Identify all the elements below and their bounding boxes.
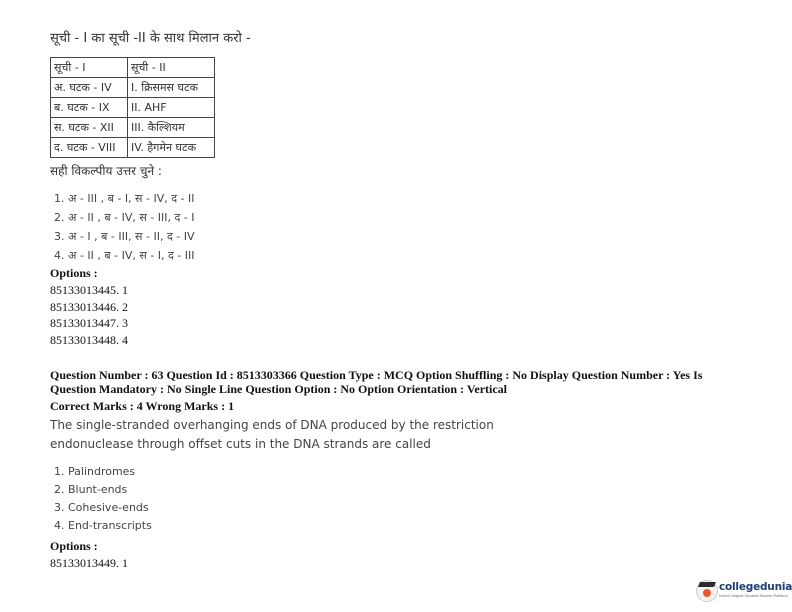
answer-option: 1. अ - III , ब - I, स - IV, द - II — [54, 192, 195, 205]
question-metadata: Question Number : 63 Question Id : 8513303366 Question Type : MCQ Option Shuffling : No Display Question Number : Yes Is Question Mandatory : No Single Line Question Option : No Option Orientation : Vertical — [50, 368, 703, 396]
question-instruction: सूची - I का सूची -II के साथ मिलान करो - — [50, 31, 251, 46]
option-code: 85133013448. 4 — [50, 332, 128, 347]
brand-tagline: India's largest Student Review Platform — [719, 594, 788, 598]
option-code: 85133013447. 3 — [50, 316, 128, 330]
table-cell: अ. घटक - IV — [51, 78, 128, 98]
answer-option: 4. अ - II , ब - IV, स - I, द - III — [54, 249, 195, 262]
marks-info: Correct Marks : 4 Wrong Marks : 1 — [50, 399, 235, 413]
options-label: Options : — [50, 266, 98, 280]
brand-name: collegedunia — [719, 581, 792, 593]
table-row — [51, 118, 215, 138]
table-cell: ब. घटक - IX — [51, 98, 128, 118]
question-text-line: endonuclease through offset cuts in the DNA strands are called — [50, 437, 431, 451]
table-cell: III. कैल्शियम — [128, 118, 215, 138]
question-text-line: The single-stranded overhanging ends of DNA produced by the restriction — [50, 418, 494, 432]
table-cell: सूची - I — [51, 58, 128, 78]
option-code: 85133013449. 1 — [50, 556, 128, 570]
table-cell: I. क्रिसमस घटक — [128, 78, 215, 98]
brand-logo[interactable] — [696, 578, 792, 604]
answer-option: 3. अ - I , ब - III, स - II, द - IV — [54, 230, 195, 243]
match-table — [50, 57, 215, 158]
option-code: 85133013446. 2 — [50, 299, 128, 314]
answer-option: 4. End-transcripts — [54, 519, 152, 532]
table-header-row — [51, 58, 215, 78]
question-text — [50, 416, 494, 454]
option-codes-list — [50, 282, 128, 348]
table-cell: सूची - II — [128, 58, 215, 78]
table-cell: II. AHF — [128, 98, 215, 118]
table-cell: स. घटक - XII — [51, 118, 128, 138]
option-codes-list — [50, 556, 128, 571]
answer-option: 2. अ - II , ब - IV, स - III, द - I — [54, 211, 195, 224]
answer-option: 1. Palindromes — [54, 465, 136, 478]
option-code: 85133013445. 1 — [50, 283, 128, 297]
table-cell: द. घटक - VIII — [51, 138, 128, 158]
answer-option: 2. Blunt-ends — [54, 483, 128, 496]
table-cell: IV. हैगमेन घटक — [128, 138, 215, 158]
answer-options-list — [54, 189, 195, 265]
choose-answer-prompt: सही विकल्पीय उत्तर चुने : — [50, 164, 162, 178]
table-row — [51, 78, 215, 98]
options-label: Options : — [50, 539, 98, 553]
answer-option: 3. Cohesive-ends — [54, 501, 149, 514]
table-row — [51, 138, 215, 158]
graduation-cap-icon — [696, 580, 718, 602]
answer-options-list — [54, 463, 152, 535]
table-row — [51, 98, 215, 118]
